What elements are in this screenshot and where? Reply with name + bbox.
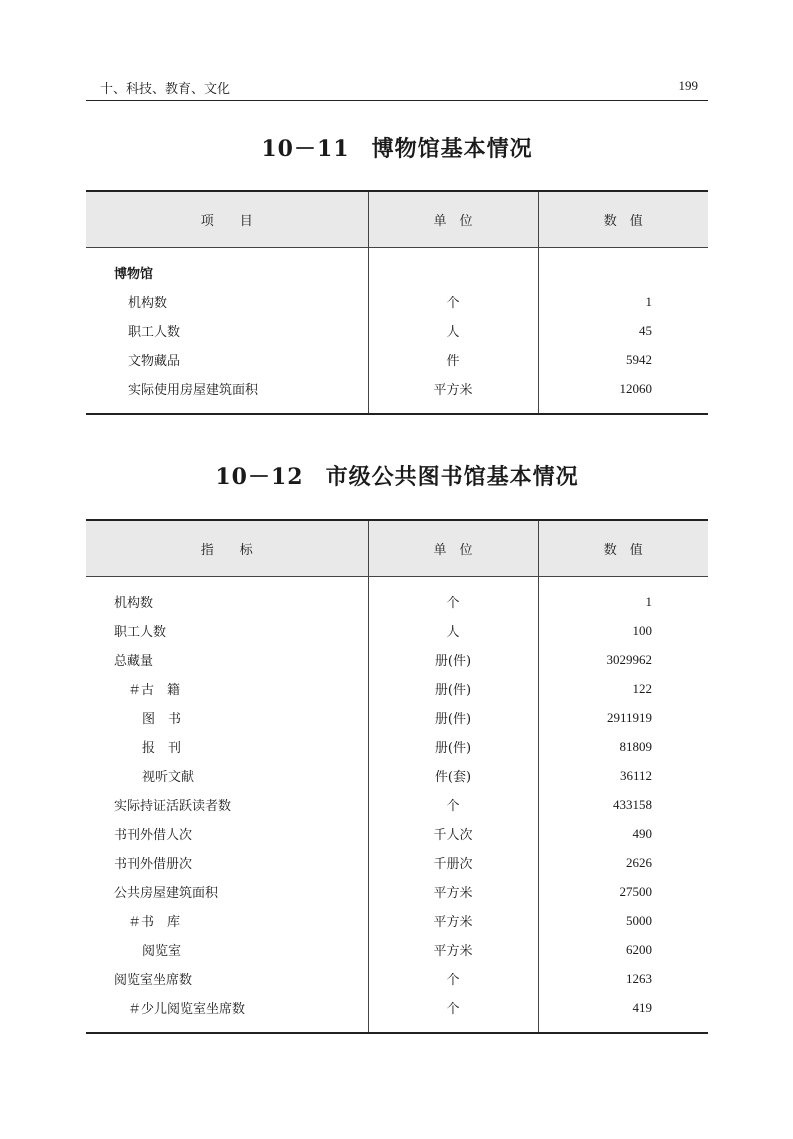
row-item: 机构数 [114,596,154,611]
row-item: 公共房屋建筑面积 [114,886,219,901]
row-item: 图 书 [142,712,182,727]
row-unit: 个 [368,287,538,316]
row-item: 书刊外借人次 [114,828,193,843]
row-value: 2911919 [538,703,708,732]
table-row [86,819,708,848]
row-item: 阅览室坐席数 [114,973,193,988]
row-value: 27500 [538,877,708,906]
row-value: 5942 [538,345,708,374]
row-unit: 平方米 [368,906,538,935]
row-unit: 人 [368,316,538,345]
row-unit: 个 [368,993,538,1033]
row-value: 433158 [538,790,708,819]
row-unit: 千册次 [368,848,538,877]
table-row [86,761,708,790]
table-row [86,577,708,617]
page-number: 199 [678,78,698,93]
column-header-unit: 单 位 [368,520,538,577]
museum-table [86,190,708,415]
row-value: 3029962 [538,645,708,674]
table-row [86,703,708,732]
row-value: 12060 [538,374,708,414]
table-row [86,790,708,819]
row-item: 视听文献 [142,770,195,785]
row-value: 36112 [538,761,708,790]
column-header-value: 数 值 [538,520,708,577]
table2-title-text: 市级公共图书馆基本情况 [325,464,579,490]
table-row [86,674,708,703]
row-value: 1263 [538,964,708,993]
row-value: 6200 [538,935,708,964]
column-header-value: 数 值 [538,191,708,248]
table-row [86,248,708,288]
row-unit: 人 [368,616,538,645]
table-row [86,345,708,374]
row-unit: 个 [368,964,538,993]
table-row [86,906,708,935]
row-item: 阅览室 [142,944,182,959]
row-unit: 个 [368,577,538,617]
table-row [86,935,708,964]
row-item: 文物藏品 [128,354,181,369]
row-unit: 册(件) [368,703,538,732]
row-value: 419 [538,993,708,1033]
row-unit: 千人次 [368,819,538,848]
row-value: 122 [538,674,708,703]
table-row [86,964,708,993]
row-unit: 件(套) [368,761,538,790]
row-item: 书刊外借册次 [114,857,193,872]
table-row [86,316,708,345]
table-row [86,848,708,877]
section-title: 十、科技、教育、文化 [100,82,231,97]
row-group-label: 博物馆 [114,267,154,282]
row-item: 报 刊 [142,741,182,756]
column-header-indicator: 指 标 [86,520,368,577]
table2-title [86,460,708,491]
table1-title-text: 博物馆基本情况 [371,136,533,162]
row-unit: 件 [368,345,538,374]
row-value: 1 [538,577,708,617]
row-item: 实际使用房屋建筑面积 [128,383,259,398]
row-unit: 册(件) [368,645,538,674]
row-item: ＃古 籍 [128,683,181,698]
row-value: 5000 [538,906,708,935]
row-item: 职工人数 [128,325,181,340]
table2-number: 10－12 [215,464,304,490]
row-value: 490 [538,819,708,848]
row-unit: 平方米 [368,877,538,906]
column-header-unit: 单 位 [368,191,538,248]
row-value: 2626 [538,848,708,877]
table1-number: 10－11 [261,136,350,162]
row-unit: 册(件) [368,732,538,761]
row-unit: 平方米 [368,374,538,414]
row-item: ＃书 库 [128,915,181,930]
table1-title [86,132,708,163]
table-row [86,645,708,674]
row-unit: 平方米 [368,935,538,964]
row-value: 1 [538,287,708,316]
row-unit: 个 [368,790,538,819]
column-header-item: 项 目 [86,191,368,248]
table-row [86,877,708,906]
row-unit: 册(件) [368,674,538,703]
row-value: 45 [538,316,708,345]
table-row [86,993,708,1033]
table-row [86,374,708,414]
page-header [86,74,708,101]
row-value: 81809 [538,732,708,761]
library-table [86,519,708,1034]
table-row [86,732,708,761]
row-item: 总藏量 [114,654,154,669]
row-item: 职工人数 [114,625,167,640]
row-item: 实际持证活跃读者数 [114,799,232,814]
row-item: 机构数 [128,296,168,311]
row-item: ＃少儿阅览室坐席数 [128,1002,246,1017]
table-row [86,616,708,645]
table-row [86,287,708,316]
row-value: 100 [538,616,708,645]
